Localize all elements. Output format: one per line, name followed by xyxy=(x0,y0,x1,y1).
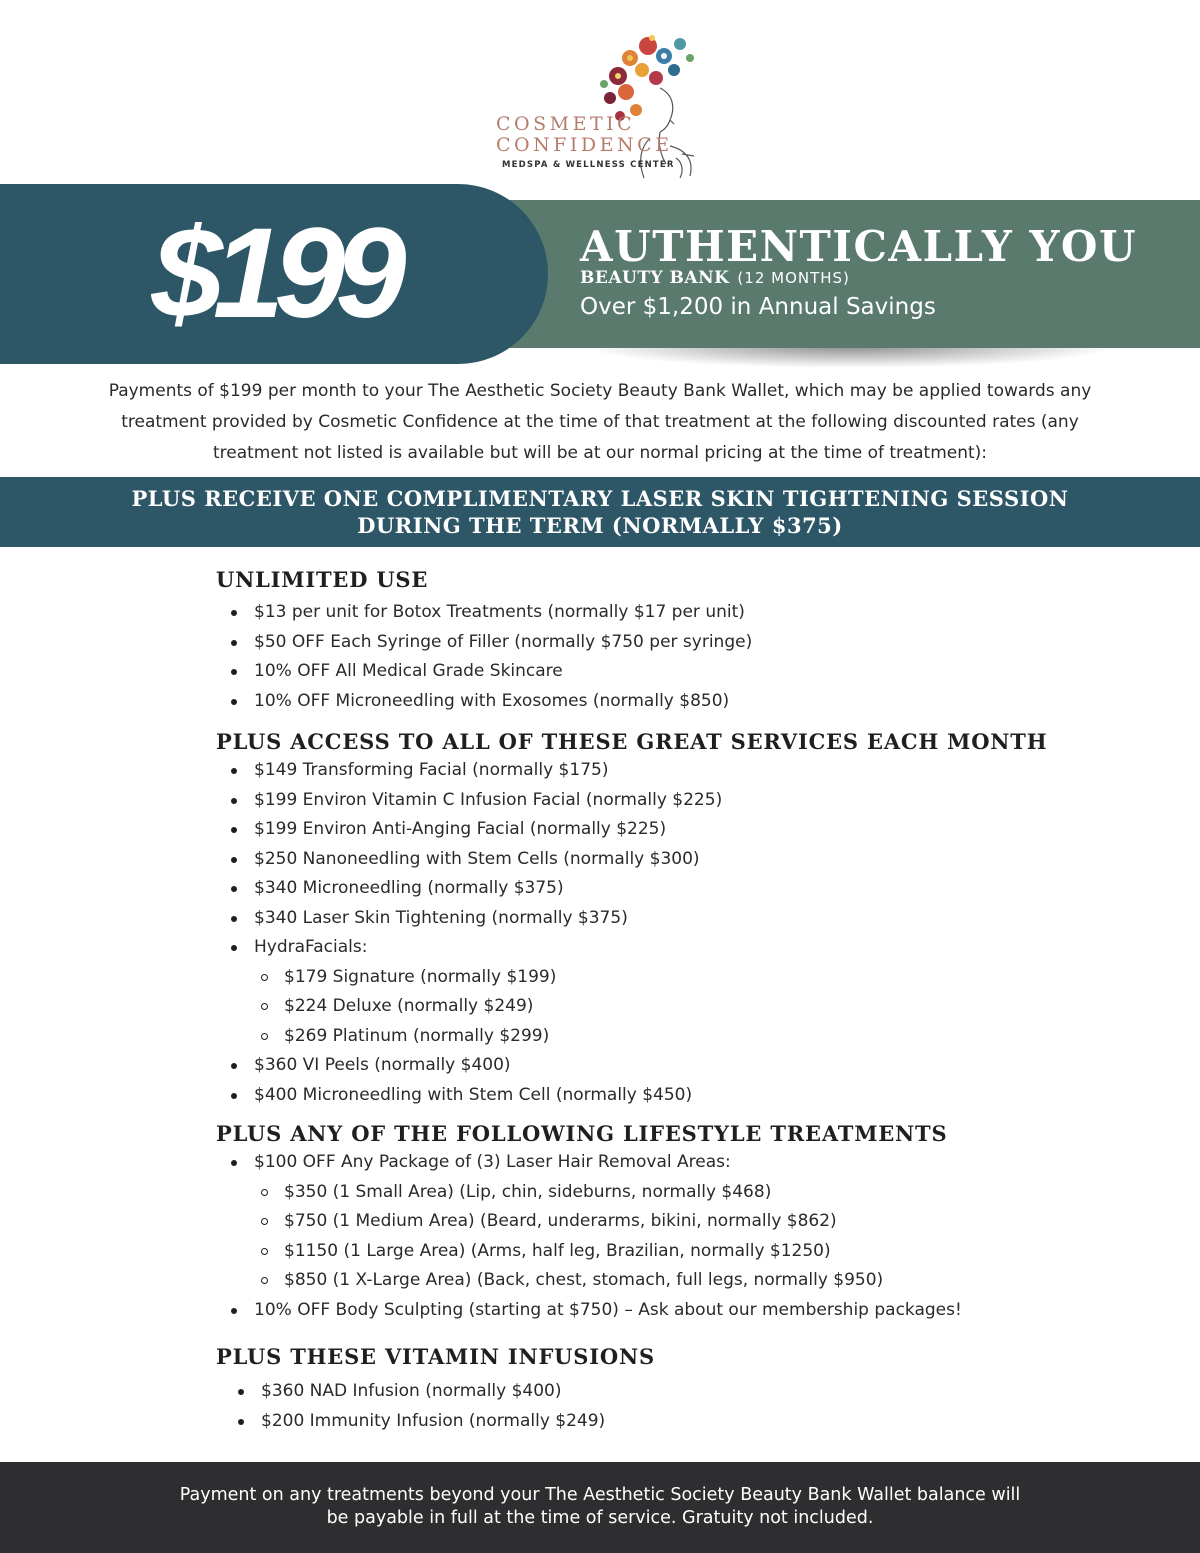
list-item: $199 Environ Vitamin C Infusion Facial (normally $225) xyxy=(216,786,1116,816)
unlimited-list xyxy=(216,598,1116,716)
section-heading-lifestyle: PLUS ANY OF THE FOLLOWING LIFESTYLE TREATMENTS xyxy=(216,1121,948,1146)
logo-tagline: MEDSPA & WELLNESS CENTER xyxy=(502,160,675,170)
footer-line: Payment on any treatments beyond your The Aesthetic Society Beauty Bank Wallet balance will xyxy=(179,1485,1021,1505)
beauty-bank-label: BEAUTY BANK xyxy=(580,268,730,288)
intro-paragraph xyxy=(60,376,1140,469)
intro-line: treatment not listed is available but will be at our normal pricing at the time of treatment): xyxy=(212,443,988,463)
package-title: AUTHENTICALLY YOU xyxy=(580,222,1138,271)
list-item: $199 Environ Anti-Anging Facial (normally $225) xyxy=(216,815,1116,845)
list-item: $50 OFF Each Syringe of Filler (normally $750 per syringe) xyxy=(216,628,1116,658)
list-item: $100 OFF Any Package of (3) Laser Hair Removal Areas: xyxy=(216,1148,1116,1178)
intro-line: Payments of $199 per month to your The Aesthetic Society Beauty Bank Wallet, which may be applied towards any xyxy=(108,381,1092,401)
term-label: (12 MONTHS) xyxy=(737,269,850,287)
list-item: HydraFacials: xyxy=(216,933,1116,963)
price-label: $199 xyxy=(151,202,397,345)
list-item: $340 Microneedling (normally $375) xyxy=(216,874,1116,904)
floral-head-illustration xyxy=(590,28,710,180)
monthly-list xyxy=(216,756,1116,1110)
vitamins-list xyxy=(216,1377,1116,1436)
promo-line: PLUS RECEIVE ONE COMPLIMENTARY LASER SKIN TIGHTENING SESSION xyxy=(131,486,1069,511)
list-item: $200 Immunity Infusion (normally $249) xyxy=(216,1407,1116,1437)
sub-list-item: $179 Signature (normally $199) xyxy=(216,963,1116,993)
list-item: $340 Laser Skin Tightening (normally $375) xyxy=(216,904,1116,934)
list-item: $360 VI Peels (normally $400) xyxy=(216,1051,1116,1081)
promo-banner xyxy=(0,477,1200,547)
list-item: $360 NAD Infusion (normally $400) xyxy=(216,1377,1116,1407)
logo-line-1: COSMETIC xyxy=(496,113,636,135)
list-item: $400 Microneedling with Stem Cell (normally $450) xyxy=(216,1081,1116,1111)
list-item: $13 per unit for Botox Treatments (normally $17 per unit) xyxy=(216,598,1116,628)
list-item: $149 Transforming Facial (normally $175) xyxy=(216,756,1116,786)
section-heading-vitamins: PLUS THESE VITAMIN INFUSIONS xyxy=(216,1344,655,1369)
list-item: $250 Nanoneedling with Stem Cells (normally $300) xyxy=(216,845,1116,875)
sub-list-item: $1150 (1 Large Area) (Arms, half leg, Brazilian, normally $1250) xyxy=(216,1237,1116,1267)
list-item: 10% OFF Body Sculpting (starting at $750) – Ask about our membership packages! xyxy=(216,1296,1116,1326)
sub-list-item: $350 (1 Small Area) (Lip, chin, sideburns, normally $468) xyxy=(216,1178,1116,1208)
footer-note xyxy=(0,1462,1200,1553)
sub-list-item: $224 Deluxe (normally $249) xyxy=(216,992,1116,1022)
logo-line-2: CONFIDENCE xyxy=(496,134,673,156)
intro-line: treatment provided by Cosmetic Confidence at the time of that treatment at the following discounted rates (any xyxy=(121,412,1079,432)
promo-line: DURING THE TERM (NORMALLY $375) xyxy=(357,513,843,538)
section-heading-monthly: PLUS ACCESS TO ALL OF THESE GREAT SERVICES EACH MONTH xyxy=(216,729,1048,754)
annual-savings: Over $1,200 in Annual Savings xyxy=(580,294,936,320)
benefits-content xyxy=(216,566,1116,1436)
list-item: 10% OFF Microneedling with Exosomes (normally $850) xyxy=(216,687,1116,717)
brand-logo xyxy=(480,28,720,188)
header-band-shadow xyxy=(560,346,1140,370)
footer-line: be payable in full at the time of service. Gratuity not included. xyxy=(326,1508,874,1528)
sub-list-item: $750 (1 Medium Area) (Beard, underarms, bikini, normally $862) xyxy=(216,1207,1116,1237)
sub-list-item: $269 Platinum (normally $299) xyxy=(216,1022,1116,1052)
list-item: 10% OFF All Medical Grade Skincare xyxy=(216,657,1116,687)
lifestyle-list xyxy=(216,1148,1116,1325)
section-heading-unlimited: UNLIMITED USE xyxy=(216,567,429,592)
sub-list-item: $850 (1 X-Large Area) (Back, chest, stomach, full legs, normally $950) xyxy=(216,1266,1116,1296)
package-subtitle xyxy=(580,268,850,288)
